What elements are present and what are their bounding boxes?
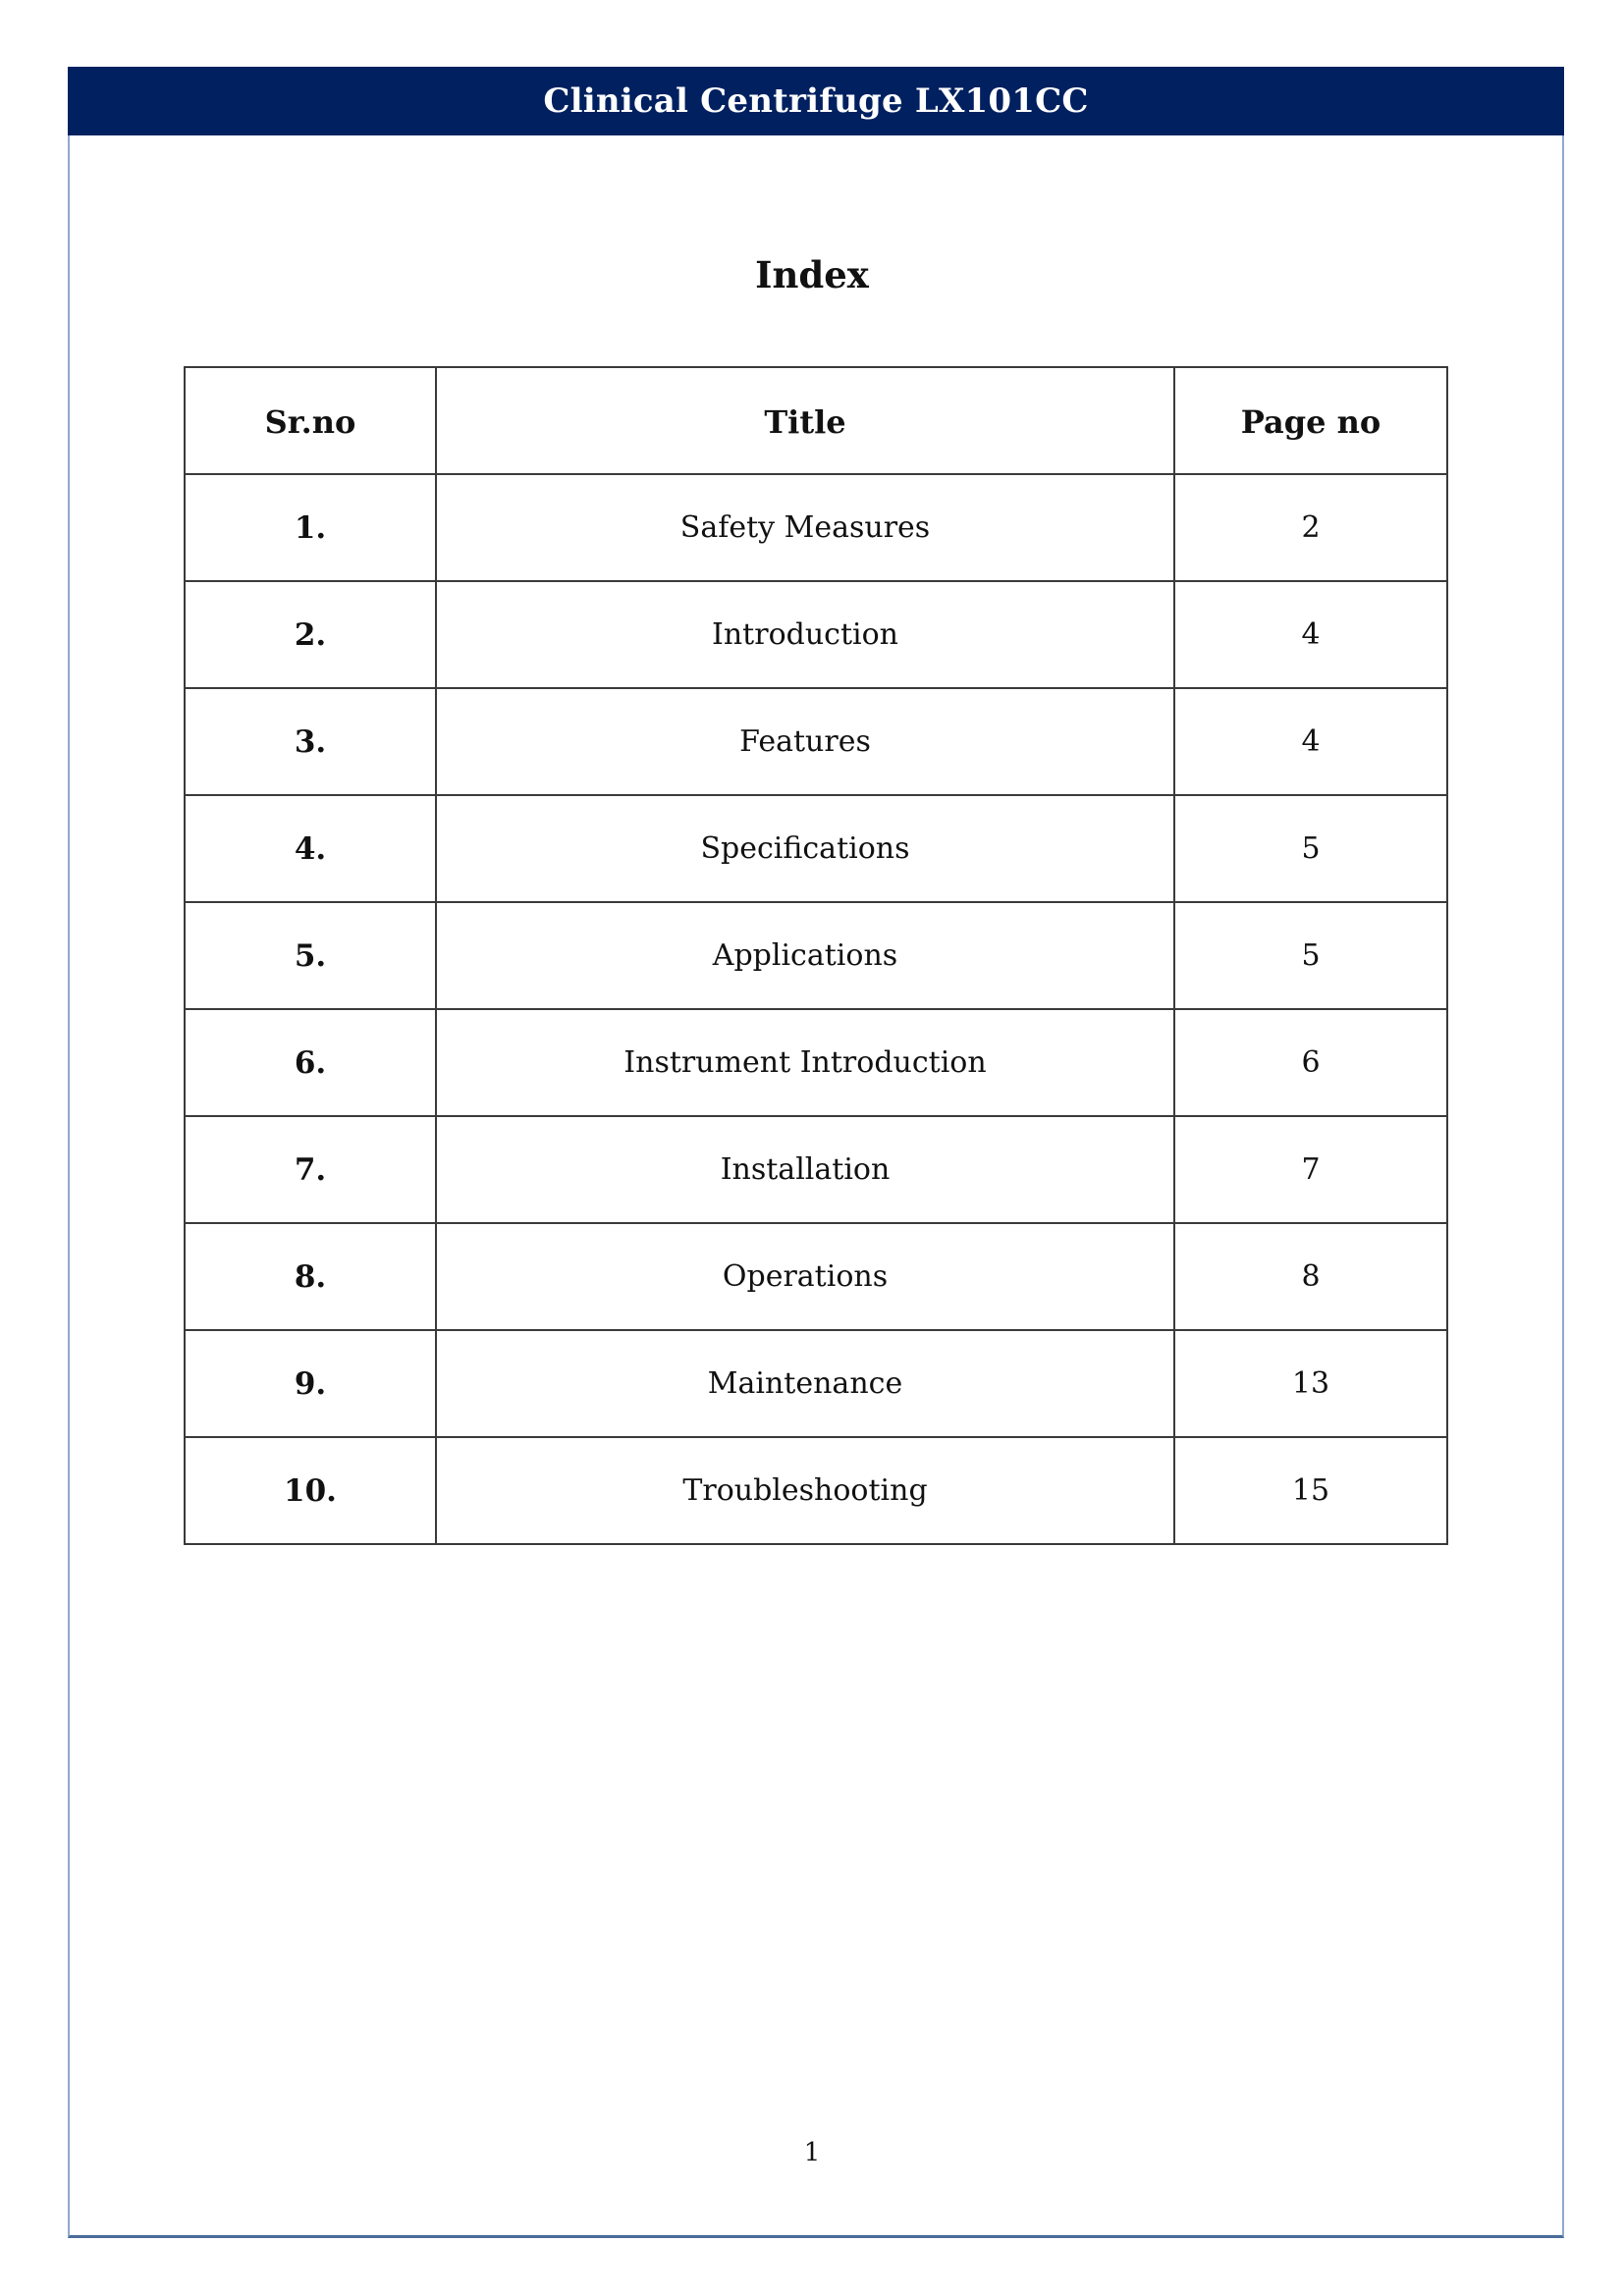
header-bar bbox=[68, 67, 1564, 135]
table-row bbox=[185, 688, 1447, 795]
row-page-no: 15 bbox=[1174, 1437, 1447, 1544]
table-row bbox=[185, 1223, 1447, 1330]
table-row bbox=[185, 581, 1447, 688]
row-page-no: 5 bbox=[1174, 795, 1447, 902]
row-sr-no: 6. bbox=[185, 1009, 436, 1116]
row-sr-no: 4. bbox=[185, 795, 436, 902]
row-page-no: 4 bbox=[1174, 581, 1447, 688]
row-page-no: 6 bbox=[1174, 1009, 1447, 1116]
index-table bbox=[184, 366, 1448, 1545]
table-row bbox=[185, 474, 1447, 581]
row-page-no: 2 bbox=[1174, 474, 1447, 581]
row-page-no: 4 bbox=[1174, 688, 1447, 795]
document-title: Clinical Centrifuge LX101CC bbox=[543, 81, 1089, 121]
row-page-no: 7 bbox=[1174, 1116, 1447, 1223]
row-title: Troubleshooting bbox=[436, 1437, 1174, 1544]
row-sr-no: 8. bbox=[185, 1223, 436, 1330]
row-title: Operations bbox=[436, 1223, 1174, 1330]
row-page-no: 8 bbox=[1174, 1223, 1447, 1330]
row-sr-no: 9. bbox=[185, 1330, 436, 1437]
table-row bbox=[185, 795, 1447, 902]
row-sr-no: 10. bbox=[185, 1437, 436, 1544]
row-sr-no: 5. bbox=[185, 902, 436, 1009]
row-sr-no: 7. bbox=[185, 1116, 436, 1223]
table-row bbox=[185, 902, 1447, 1009]
row-title: Installation bbox=[436, 1116, 1174, 1223]
row-title: Safety Measures bbox=[436, 474, 1174, 581]
row-page-no: 5 bbox=[1174, 902, 1447, 1009]
table-row bbox=[185, 1009, 1447, 1116]
row-sr-no: 3. bbox=[185, 688, 436, 795]
column-header-sr-no: Sr.no bbox=[185, 367, 436, 474]
table-header-row bbox=[185, 367, 1447, 474]
row-title: Features bbox=[436, 688, 1174, 795]
row-sr-no: 2. bbox=[185, 581, 436, 688]
column-header-title: Title bbox=[436, 367, 1174, 474]
row-title: Instrument Introduction bbox=[436, 1009, 1174, 1116]
table-row bbox=[185, 1437, 1447, 1544]
row-title: Introduction bbox=[436, 581, 1174, 688]
table-row bbox=[185, 1330, 1447, 1437]
row-page-no: 13 bbox=[1174, 1330, 1447, 1437]
row-sr-no: 1. bbox=[185, 474, 436, 581]
index-heading: Index bbox=[755, 253, 869, 296]
column-header-page-no: Page no bbox=[1174, 367, 1447, 474]
row-title: Maintenance bbox=[436, 1330, 1174, 1437]
row-title: Applications bbox=[436, 902, 1174, 1009]
page-number: 1 bbox=[803, 2138, 821, 2167]
row-title: Specifications bbox=[436, 795, 1174, 902]
table-row bbox=[185, 1116, 1447, 1223]
